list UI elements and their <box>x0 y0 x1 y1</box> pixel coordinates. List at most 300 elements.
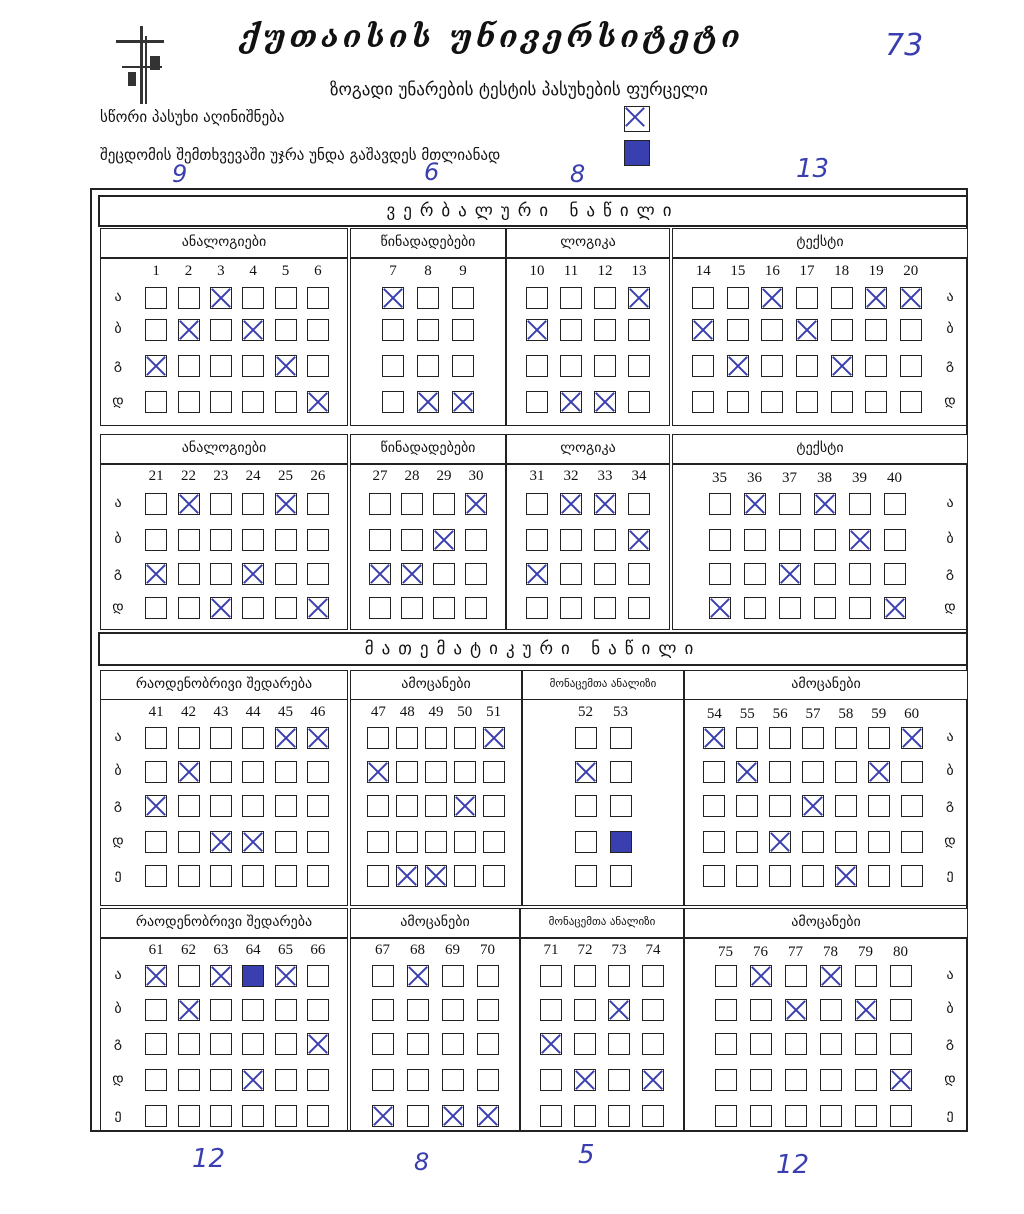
answer-box[interactable] <box>382 391 404 413</box>
answer-box[interactable] <box>382 355 404 377</box>
answer-box[interactable] <box>610 831 632 853</box>
answer-box[interactable] <box>901 727 923 749</box>
answer-box[interactable] <box>709 563 731 585</box>
answer-box[interactable] <box>145 355 167 377</box>
answer-box[interactable] <box>692 355 714 377</box>
answer-box[interactable] <box>884 493 906 515</box>
answer-box[interactable] <box>769 795 791 817</box>
answer-box[interactable] <box>275 563 297 585</box>
answer-box[interactable] <box>145 1069 167 1091</box>
answer-box[interactable] <box>407 965 429 987</box>
answer-box[interactable] <box>210 999 232 1021</box>
answer-box[interactable] <box>744 529 766 551</box>
answer-box[interactable] <box>275 529 297 551</box>
answer-box[interactable] <box>145 287 167 309</box>
answer-box[interactable] <box>477 965 499 987</box>
answer-box[interactable] <box>425 831 447 853</box>
answer-box[interactable] <box>802 761 824 783</box>
answer-box[interactable] <box>417 355 439 377</box>
answer-box[interactable] <box>396 761 418 783</box>
answer-box[interactable] <box>367 865 389 887</box>
answer-box[interactable] <box>560 287 582 309</box>
answer-box[interactable] <box>242 761 264 783</box>
answer-box[interactable] <box>703 795 725 817</box>
answer-box[interactable] <box>526 355 548 377</box>
answer-box[interactable] <box>703 831 725 853</box>
answer-box[interactable] <box>178 355 200 377</box>
answer-box[interactable] <box>574 999 596 1021</box>
answer-box[interactable] <box>145 1033 167 1055</box>
answer-box[interactable] <box>744 493 766 515</box>
answer-box[interactable] <box>769 831 791 853</box>
answer-box[interactable] <box>796 355 818 377</box>
answer-box[interactable] <box>178 287 200 309</box>
answer-box[interactable] <box>369 563 391 585</box>
answer-box[interactable] <box>692 319 714 341</box>
answer-box[interactable] <box>242 493 264 515</box>
answer-box[interactable] <box>715 1105 737 1127</box>
answer-box[interactable] <box>307 1105 329 1127</box>
answer-box[interactable] <box>433 529 455 551</box>
answer-box[interactable] <box>242 727 264 749</box>
answer-box[interactable] <box>608 999 630 1021</box>
answer-box[interactable] <box>769 727 791 749</box>
answer-box[interactable] <box>594 493 616 515</box>
answer-box[interactable] <box>802 865 824 887</box>
answer-box[interactable] <box>560 563 582 585</box>
answer-box[interactable] <box>442 1069 464 1091</box>
answer-box[interactable] <box>407 999 429 1021</box>
answer-box[interactable] <box>574 1069 596 1091</box>
answer-box[interactable] <box>736 831 758 853</box>
answer-box[interactable] <box>307 563 329 585</box>
answer-box[interactable] <box>715 965 737 987</box>
answer-box[interactable] <box>890 1069 912 1091</box>
answer-box[interactable] <box>855 1033 877 1055</box>
answer-box[interactable] <box>761 355 783 377</box>
answer-box[interactable] <box>178 999 200 1021</box>
answer-box[interactable] <box>594 319 616 341</box>
answer-box[interactable] <box>242 319 264 341</box>
answer-box[interactable] <box>715 1033 737 1055</box>
answer-box[interactable] <box>890 1033 912 1055</box>
answer-box[interactable] <box>367 831 389 853</box>
answer-box[interactable] <box>242 965 264 987</box>
answer-box[interactable] <box>307 1033 329 1055</box>
answer-box[interactable] <box>574 965 596 987</box>
answer-box[interactable] <box>442 1105 464 1127</box>
answer-box[interactable] <box>477 999 499 1021</box>
answer-box[interactable] <box>575 865 597 887</box>
answer-box[interactable] <box>900 391 922 413</box>
answer-box[interactable] <box>275 865 297 887</box>
answer-box[interactable] <box>575 727 597 749</box>
answer-box[interactable] <box>779 493 801 515</box>
answer-box[interactable] <box>275 965 297 987</box>
answer-box[interactable] <box>369 493 391 515</box>
answer-box[interactable] <box>307 355 329 377</box>
answer-box[interactable] <box>642 999 664 1021</box>
answer-box[interactable] <box>900 287 922 309</box>
answer-box[interactable] <box>540 1033 562 1055</box>
answer-box[interactable] <box>307 727 329 749</box>
answer-box[interactable] <box>210 529 232 551</box>
answer-box[interactable] <box>608 1105 630 1127</box>
answer-box[interactable] <box>594 597 616 619</box>
answer-box[interactable] <box>802 727 824 749</box>
answer-box[interactable] <box>242 999 264 1021</box>
answer-box[interactable] <box>560 319 582 341</box>
answer-box[interactable] <box>145 563 167 585</box>
answer-box[interactable] <box>628 493 650 515</box>
answer-box[interactable] <box>727 319 749 341</box>
answer-box[interactable] <box>401 563 423 585</box>
answer-box[interactable] <box>610 761 632 783</box>
answer-box[interactable] <box>242 391 264 413</box>
answer-box[interactable] <box>210 287 232 309</box>
answer-box[interactable] <box>242 563 264 585</box>
answer-box[interactable] <box>820 1105 842 1127</box>
answer-box[interactable] <box>433 563 455 585</box>
answer-box[interactable] <box>868 761 890 783</box>
answer-box[interactable] <box>642 965 664 987</box>
answer-box[interactable] <box>417 391 439 413</box>
answer-box[interactable] <box>769 761 791 783</box>
answer-box[interactable] <box>761 287 783 309</box>
answer-box[interactable] <box>369 529 391 551</box>
answer-box[interactable] <box>145 795 167 817</box>
answer-box[interactable] <box>890 999 912 1021</box>
answer-box[interactable] <box>275 355 297 377</box>
answer-box[interactable] <box>560 391 582 413</box>
answer-box[interactable] <box>610 865 632 887</box>
answer-box[interactable] <box>465 529 487 551</box>
answer-box[interactable] <box>307 831 329 853</box>
answer-box[interactable] <box>540 965 562 987</box>
answer-box[interactable] <box>560 493 582 515</box>
answer-box[interactable] <box>849 493 871 515</box>
answer-box[interactable] <box>849 597 871 619</box>
answer-box[interactable] <box>540 1105 562 1127</box>
answer-box[interactable] <box>865 319 887 341</box>
answer-box[interactable] <box>210 319 232 341</box>
answer-box[interactable] <box>560 529 582 551</box>
answer-box[interactable] <box>709 493 731 515</box>
answer-box[interactable] <box>275 831 297 853</box>
answer-box[interactable] <box>796 287 818 309</box>
answer-box[interactable] <box>210 493 232 515</box>
answer-box[interactable] <box>901 831 923 853</box>
answer-box[interactable] <box>307 999 329 1021</box>
answer-box[interactable] <box>396 831 418 853</box>
answer-box[interactable] <box>692 287 714 309</box>
answer-box[interactable] <box>178 493 200 515</box>
answer-box[interactable] <box>715 999 737 1021</box>
answer-box[interactable] <box>307 795 329 817</box>
answer-box[interactable] <box>855 965 877 987</box>
answer-box[interactable] <box>526 597 548 619</box>
answer-box[interactable] <box>594 391 616 413</box>
answer-box[interactable] <box>145 727 167 749</box>
answer-box[interactable] <box>210 391 232 413</box>
answer-box[interactable] <box>465 493 487 515</box>
answer-box[interactable] <box>727 287 749 309</box>
answer-box[interactable] <box>178 761 200 783</box>
answer-box[interactable] <box>145 493 167 515</box>
answer-box[interactable] <box>401 493 423 515</box>
answer-box[interactable] <box>275 287 297 309</box>
answer-box[interactable] <box>796 319 818 341</box>
answer-box[interactable] <box>417 319 439 341</box>
answer-box[interactable] <box>483 727 505 749</box>
answer-box[interactable] <box>477 1033 499 1055</box>
answer-box[interactable] <box>417 287 439 309</box>
answer-box[interactable] <box>785 1105 807 1127</box>
answer-box[interactable] <box>275 1069 297 1091</box>
answer-box[interactable] <box>526 319 548 341</box>
answer-box[interactable] <box>901 795 923 817</box>
answer-box[interactable] <box>855 1105 877 1127</box>
answer-box[interactable] <box>145 831 167 853</box>
answer-box[interactable] <box>372 1033 394 1055</box>
answer-box[interactable] <box>454 865 476 887</box>
answer-box[interactable] <box>736 727 758 749</box>
answer-box[interactable] <box>425 761 447 783</box>
answer-box[interactable] <box>642 1105 664 1127</box>
answer-box[interactable] <box>210 355 232 377</box>
answer-box[interactable] <box>178 597 200 619</box>
answer-box[interactable] <box>703 727 725 749</box>
answer-box[interactable] <box>483 795 505 817</box>
answer-box[interactable] <box>307 1069 329 1091</box>
answer-box[interactable] <box>145 1105 167 1127</box>
answer-box[interactable] <box>594 355 616 377</box>
answer-box[interactable] <box>145 999 167 1021</box>
answer-box[interactable] <box>727 391 749 413</box>
answer-box[interactable] <box>628 355 650 377</box>
answer-box[interactable] <box>901 761 923 783</box>
answer-box[interactable] <box>835 865 857 887</box>
answer-box[interactable] <box>145 529 167 551</box>
answer-box[interactable] <box>452 319 474 341</box>
answer-box[interactable] <box>372 965 394 987</box>
answer-box[interactable] <box>761 391 783 413</box>
answer-box[interactable] <box>145 865 167 887</box>
answer-box[interactable] <box>401 529 423 551</box>
answer-box[interactable] <box>744 597 766 619</box>
answer-box[interactable] <box>307 391 329 413</box>
answer-box[interactable] <box>865 287 887 309</box>
answer-box[interactable] <box>750 965 772 987</box>
answer-box[interactable] <box>307 865 329 887</box>
answer-box[interactable] <box>307 965 329 987</box>
answer-box[interactable] <box>242 287 264 309</box>
answer-box[interactable] <box>849 529 871 551</box>
answer-box[interactable] <box>575 831 597 853</box>
answer-box[interactable] <box>831 391 853 413</box>
answer-box[interactable] <box>275 1105 297 1127</box>
answer-box[interactable] <box>865 391 887 413</box>
answer-box[interactable] <box>785 1069 807 1091</box>
answer-box[interactable] <box>210 563 232 585</box>
answer-box[interactable] <box>835 831 857 853</box>
answer-box[interactable] <box>242 1105 264 1127</box>
answer-box[interactable] <box>465 563 487 585</box>
answer-box[interactable] <box>526 287 548 309</box>
answer-box[interactable] <box>210 1105 232 1127</box>
answer-box[interactable] <box>367 795 389 817</box>
answer-box[interactable] <box>865 355 887 377</box>
answer-box[interactable] <box>401 597 423 619</box>
answer-box[interactable] <box>178 1033 200 1055</box>
answer-box[interactable] <box>483 831 505 853</box>
answer-box[interactable] <box>901 865 923 887</box>
answer-box[interactable] <box>275 795 297 817</box>
answer-box[interactable] <box>831 287 853 309</box>
answer-box[interactable] <box>540 1069 562 1091</box>
answer-box[interactable] <box>736 795 758 817</box>
answer-box[interactable] <box>526 563 548 585</box>
answer-box[interactable] <box>210 761 232 783</box>
answer-box[interactable] <box>454 727 476 749</box>
answer-box[interactable] <box>709 597 731 619</box>
answer-box[interactable] <box>407 1105 429 1127</box>
answer-box[interactable] <box>372 1105 394 1127</box>
answer-box[interactable] <box>608 965 630 987</box>
answer-box[interactable] <box>433 493 455 515</box>
answer-box[interactable] <box>178 1105 200 1127</box>
answer-box[interactable] <box>884 529 906 551</box>
answer-box[interactable] <box>483 865 505 887</box>
answer-box[interactable] <box>452 287 474 309</box>
answer-box[interactable] <box>802 795 824 817</box>
answer-box[interactable] <box>178 795 200 817</box>
answer-box[interactable] <box>372 999 394 1021</box>
answer-box[interactable] <box>868 865 890 887</box>
answer-box[interactable] <box>594 287 616 309</box>
answer-box[interactable] <box>465 597 487 619</box>
answer-box[interactable] <box>594 563 616 585</box>
answer-box[interactable] <box>210 831 232 853</box>
answer-box[interactable] <box>367 727 389 749</box>
answer-box[interactable] <box>868 831 890 853</box>
answer-box[interactable] <box>727 355 749 377</box>
answer-box[interactable] <box>642 1069 664 1091</box>
answer-box[interactable] <box>442 999 464 1021</box>
answer-box[interactable] <box>275 597 297 619</box>
answer-box[interactable] <box>703 761 725 783</box>
answer-box[interactable] <box>369 597 391 619</box>
answer-box[interactable] <box>242 865 264 887</box>
answer-box[interactable] <box>796 391 818 413</box>
answer-box[interactable] <box>407 1069 429 1091</box>
answer-box[interactable] <box>831 319 853 341</box>
answer-box[interactable] <box>275 999 297 1021</box>
answer-box[interactable] <box>382 287 404 309</box>
answer-box[interactable] <box>814 563 836 585</box>
answer-box[interactable] <box>736 865 758 887</box>
answer-box[interactable] <box>574 1033 596 1055</box>
answer-box[interactable] <box>477 1105 499 1127</box>
answer-box[interactable] <box>407 1033 429 1055</box>
answer-box[interactable] <box>884 597 906 619</box>
answer-box[interactable] <box>425 795 447 817</box>
answer-box[interactable] <box>608 1033 630 1055</box>
answer-box[interactable] <box>242 529 264 551</box>
answer-box[interactable] <box>820 1069 842 1091</box>
answer-box[interactable] <box>307 529 329 551</box>
answer-box[interactable] <box>275 391 297 413</box>
answer-box[interactable] <box>890 965 912 987</box>
answer-box[interactable] <box>425 727 447 749</box>
answer-box[interactable] <box>210 965 232 987</box>
answer-box[interactable] <box>855 999 877 1021</box>
answer-box[interactable] <box>145 761 167 783</box>
answer-box[interactable] <box>820 965 842 987</box>
answer-box[interactable] <box>715 1069 737 1091</box>
answer-box[interactable] <box>761 319 783 341</box>
answer-box[interactable] <box>560 355 582 377</box>
answer-box[interactable] <box>890 1105 912 1127</box>
answer-box[interactable] <box>835 761 857 783</box>
answer-box[interactable] <box>442 1033 464 1055</box>
answer-box[interactable] <box>744 563 766 585</box>
answer-box[interactable] <box>307 597 329 619</box>
answer-box[interactable] <box>610 795 632 817</box>
answer-box[interactable] <box>145 597 167 619</box>
answer-box[interactable] <box>900 319 922 341</box>
answer-box[interactable] <box>178 391 200 413</box>
answer-box[interactable] <box>275 1033 297 1055</box>
answer-box[interactable] <box>242 831 264 853</box>
answer-box[interactable] <box>477 1069 499 1091</box>
answer-box[interactable] <box>831 355 853 377</box>
answer-box[interactable] <box>483 761 505 783</box>
answer-box[interactable] <box>145 391 167 413</box>
answer-box[interactable] <box>178 965 200 987</box>
answer-box[interactable] <box>454 761 476 783</box>
answer-box[interactable] <box>779 563 801 585</box>
answer-box[interactable] <box>884 563 906 585</box>
answer-box[interactable] <box>835 727 857 749</box>
answer-box[interactable] <box>750 1105 772 1127</box>
answer-box[interactable] <box>210 865 232 887</box>
answer-box[interactable] <box>242 1033 264 1055</box>
answer-box[interactable] <box>820 999 842 1021</box>
answer-box[interactable] <box>178 1069 200 1091</box>
answer-box[interactable] <box>367 761 389 783</box>
answer-box[interactable] <box>396 795 418 817</box>
answer-box[interactable] <box>736 761 758 783</box>
answer-box[interactable] <box>307 493 329 515</box>
answer-box[interactable] <box>454 795 476 817</box>
answer-box[interactable] <box>835 795 857 817</box>
answer-box[interactable] <box>703 865 725 887</box>
answer-box[interactable] <box>628 391 650 413</box>
answer-box[interactable] <box>442 965 464 987</box>
answer-box[interactable] <box>178 563 200 585</box>
answer-box[interactable] <box>242 795 264 817</box>
answer-box[interactable] <box>382 319 404 341</box>
answer-box[interactable] <box>820 1033 842 1055</box>
answer-box[interactable] <box>372 1069 394 1091</box>
answer-box[interactable] <box>709 529 731 551</box>
answer-box[interactable] <box>178 319 200 341</box>
answer-box[interactable] <box>750 1069 772 1091</box>
answer-box[interactable] <box>307 761 329 783</box>
answer-box[interactable] <box>750 999 772 1021</box>
answer-box[interactable] <box>628 563 650 585</box>
